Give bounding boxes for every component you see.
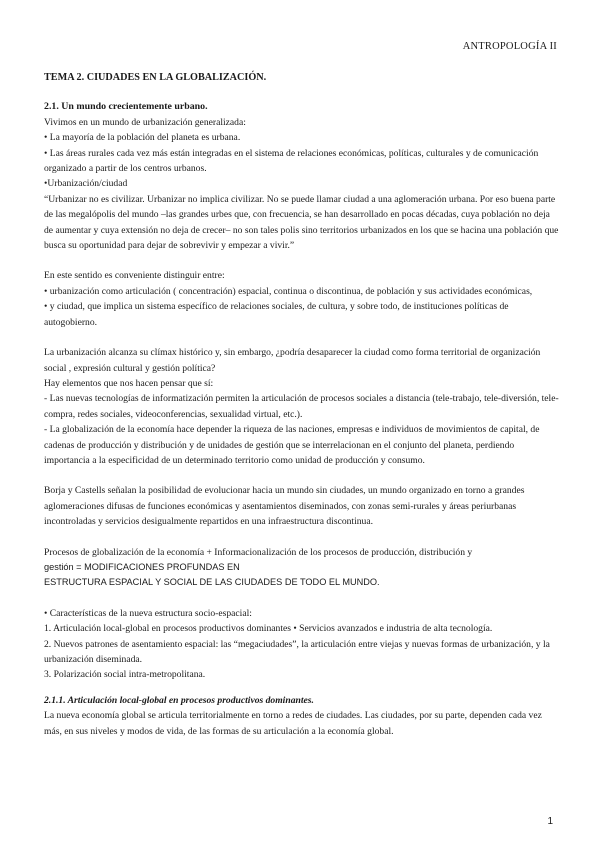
section-heading-2-1: 2.1. Un mundo crecientemente urbano. (44, 101, 208, 113)
document-body (44, 70, 559, 739)
paragraph: La urbanización alcanza su clímax histórico y, sin embargo, ¿podría desaparecer la ciudad como forma territorial de organización social , expresión cultural y gestión política? (44, 347, 541, 374)
paragraph: Vivimos en un mundo de urbanización generalizada: (44, 116, 246, 128)
equation-line: ESTRUCTURA ESPACIAL Y SOCIAL DE LAS CIUDADES DE TODO EL MUNDO. (44, 577, 380, 588)
equation-line: Procesos de globalización de la economía + Informacionalización de los procesos de producción, distribución y (44, 546, 473, 558)
course-header: ANTROPOLOGÍA II (462, 41, 557, 52)
section-heading-2-1-1: 2.1.1. Articulación local-global en procesos productivos dominantes. (44, 694, 314, 706)
list-item: - Las nuevas tecnologías de informatización permiten la articulación de procesos sociales a distancia (tele-trabajo, tele-diversión, tele-compra, redes sociales, videoconferencias, sexualidad virtual, etc.). (44, 393, 559, 420)
bullet-item: • Las áreas rurales cada vez más están integradas en el sistema de relaciones económicas, políticas, culturales y de comunicación organizado a partir de los centros urbanos. (44, 147, 539, 175)
paragraph: Borja y Castells señalan la posibilidad de evolucionar hacia un mundo sin ciudades, un mundo organizado en torno a grandes aglomeraciones difusas de funciones económicas y asentamientos diseminados, con zonas semi-rurales y áreas periurbanas incontroladas y servicios desigualmente repartidos en una infraestructura discontinua. (44, 485, 525, 528)
list-item: • urbanización como articulación ( concentración) espacial, continua o discontinua, de población y sus actividades económicas, (44, 285, 533, 297)
bullet-item: •Urbanización/ciudad (44, 178, 128, 190)
equation-line: gestión = MODIFICACIONES PROFUNDAS EN (44, 561, 240, 572)
paragraph: La nueva economía global se articula territorialmente en torno a redes de ciudades. Las ciudades, por su parte, dependen cada vez más, en sus niveles y modos de vida, de las formas de su articulación a la economía global. (44, 710, 542, 737)
page-number: 1 (547, 816, 553, 827)
quote-paragraph: “Urbanizar no es civilizar. Urbanizar no implica civilizar. No se puede llamar ciudad a una aglomeración urbana. Por eso buena parte de las megalópolis del mundo –las grandes urbes que, con frecuencia, se han desarrollado en pocas décadas, cuya población no deja de aumentar y cuya extensión no deja de crecer– no son tales polis sino territorios urbanizados en los que se hacina una población que busca su oportunidad para dejar de sobrevivir y empezar a vivir.” (44, 193, 559, 252)
list-item: - La globalización de la economía hace depender la riqueza de las naciones, empresas e individuos de movimientos de capital, de cadenas de producción y distribución y de unidades de gestión que se interrelacionan en el conjunto del planeta, perdiendo importancia a la especificidad de un determinado territorio como unidad de producción y consumo. (44, 424, 540, 466)
list-item: • y ciudad, que implica un sistema específico de relaciones sociales, de cultura, y sobre todo, de instituciones políticas de autogobierno. (44, 301, 509, 328)
list-item: 2. Nuevos patrones de asentamiento espacial: las “megaciudades”, la articulación entre viejas y nuevas formas de urbanización, y la urbanización diseminada. (44, 638, 550, 665)
list-intro: • Características de la nueva estructura socio-espacial: (44, 607, 252, 619)
paragraph: Hay elementos que nos hacen pensar que sí: (44, 377, 214, 389)
bullet-item: • La mayoría de la población del planeta es urbana. (44, 132, 241, 144)
list-item: 1. Articulación local-global en procesos productivos dominantes • Servicios avanzados e industria de alta tecnología. (44, 623, 493, 635)
document-title: TEMA 2. CIUDADES EN LA GLOBALIZACIÓN. (44, 72, 267, 83)
paragraph: En este sentido es conveniente distinguir entre: (44, 270, 225, 282)
list-item: 3. Polarización social intra-metropolitana. (44, 669, 206, 681)
